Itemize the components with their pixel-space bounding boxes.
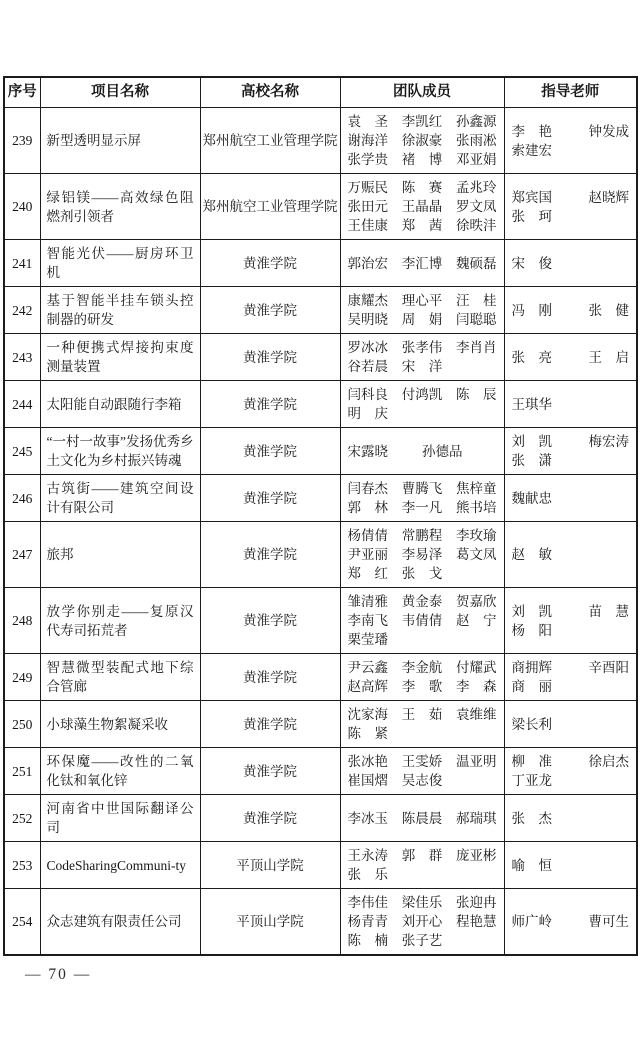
project-name: 河南省中世国际翻译公司 xyxy=(46,801,194,835)
member-name: 王 茹 xyxy=(401,707,443,722)
serial-number: 251 xyxy=(4,748,40,795)
advisors xyxy=(512,602,630,640)
advisor-name: 商拥辉 xyxy=(511,660,552,675)
advisor-name: 梁长利 xyxy=(511,716,552,732)
team-members xyxy=(348,658,497,696)
serial-number: 253 xyxy=(4,842,40,889)
member-name: 李易泽 xyxy=(401,547,443,562)
team-members xyxy=(348,112,497,169)
school-name: 黄淮学院 xyxy=(200,654,340,701)
member-name: 刘开心 xyxy=(401,914,443,929)
member-name: 李肖肖 xyxy=(456,340,497,355)
member-name: 王佳康 xyxy=(347,218,388,233)
award-table xyxy=(3,76,638,956)
member-name: 李凯红 xyxy=(401,114,443,129)
advisor-name: 张 健 xyxy=(588,302,629,318)
member-name: 吴志俊 xyxy=(401,773,443,788)
advisor-name: 喻 恒 xyxy=(511,857,552,873)
table-row xyxy=(4,522,637,588)
advisor-name: 丁亚龙 xyxy=(511,773,552,788)
column-header-project: 项目名称 xyxy=(40,77,200,108)
member-name: 陈 楠 xyxy=(347,933,388,948)
advisor-name: 师广岭 xyxy=(511,914,552,929)
serial-number: 252 xyxy=(4,795,40,842)
member-name: 谢海洋 xyxy=(347,133,388,148)
member-name: 张冰艳 xyxy=(347,754,388,769)
member-name: 杨青青 xyxy=(347,914,388,929)
table-row xyxy=(4,889,637,956)
member-name: 罗文凤 xyxy=(456,199,497,214)
member-name: 陈 紧 xyxy=(347,726,388,741)
table-row xyxy=(4,842,637,889)
member-name: 康耀杰 xyxy=(347,293,388,308)
member-name: 张 戈 xyxy=(401,566,443,581)
advisors xyxy=(512,912,630,931)
member-name: 郑 红 xyxy=(347,566,388,581)
advisors xyxy=(512,856,630,875)
member-name: 王晶晶 xyxy=(401,199,443,214)
project-name: 一种便携式焊接拘束度测量装置 xyxy=(46,340,194,374)
serial-number: 244 xyxy=(4,381,40,428)
member-name: 程艳慧 xyxy=(456,914,497,929)
serial-number: 239 xyxy=(4,108,40,174)
table-row xyxy=(4,748,637,795)
advisor-name: 徐启杰 xyxy=(588,754,629,769)
member-name: 袁 圣 xyxy=(347,114,388,129)
column-header-advisor: 指导老师 xyxy=(504,77,637,108)
team-members xyxy=(348,254,497,273)
advisors xyxy=(512,809,630,828)
school-name: 平顶山学院 xyxy=(200,842,340,889)
member-name: 王雯娇 xyxy=(401,754,443,769)
member-name: 郝瑞琪 xyxy=(456,810,497,826)
advisors xyxy=(512,489,630,508)
advisor-name: 钟发成 xyxy=(588,123,629,139)
member-name: 庞亚彬 xyxy=(456,848,497,863)
member-name: 李一凡 xyxy=(401,500,443,515)
member-name: 孟兆玲 xyxy=(456,180,497,195)
member-name: 付耀武 xyxy=(456,660,497,675)
project-name: 放学你别走——复原汉代寿司拓荒者 xyxy=(46,603,194,638)
member-name: 张孝伟 xyxy=(401,340,443,355)
member-name: 李 森 xyxy=(456,679,497,694)
member-name: 李冰玉 xyxy=(347,810,388,826)
member-name: 李 歌 xyxy=(401,679,443,694)
member-name: 雏清雅 xyxy=(347,594,388,609)
member-name: 陈 赛 xyxy=(401,180,443,195)
member-name: 温亚明 xyxy=(456,754,497,769)
member-name: 宋露晓 xyxy=(347,443,388,459)
member-name: 韦倩倩 xyxy=(401,613,443,628)
table-row xyxy=(4,174,637,240)
serial-number: 242 xyxy=(4,287,40,334)
member-name: 闫聪聪 xyxy=(456,312,497,327)
column-header-serial: 序号 xyxy=(4,77,40,108)
project-name: 旅邦 xyxy=(46,547,74,562)
member-name: 尹亚丽 xyxy=(347,547,388,562)
page-number: — 70 — xyxy=(25,966,92,983)
team-members xyxy=(348,178,497,235)
member-name: 邓亚娟 xyxy=(456,152,497,167)
serial-number: 240 xyxy=(4,174,40,240)
serial-number: 243 xyxy=(4,334,40,381)
member-name: 李玫瑜 xyxy=(456,528,497,543)
member-name: 万赈民 xyxy=(347,180,388,195)
team-members xyxy=(348,526,497,583)
member-name: 李伟佳 xyxy=(347,895,388,910)
table-row xyxy=(4,701,637,748)
advisor-name: 赵 敏 xyxy=(511,547,552,562)
advisor-name: 曹可生 xyxy=(588,914,629,929)
school-name: 黄淮学院 xyxy=(200,588,340,654)
serial-number: 246 xyxy=(4,475,40,522)
member-name: 郭 林 xyxy=(347,500,388,515)
team-members xyxy=(348,442,497,461)
member-name: 张子艺 xyxy=(401,933,443,948)
school-name: 黄淮学院 xyxy=(200,475,340,522)
table-row xyxy=(4,654,637,701)
advisor-name: 张 亮 xyxy=(511,349,552,365)
table-row xyxy=(4,240,637,287)
serial-number: 241 xyxy=(4,240,40,287)
serial-number: 254 xyxy=(4,889,40,956)
project-name: 基于智能半挂车锁头控制器的研发 xyxy=(46,293,194,327)
team-members xyxy=(348,846,497,884)
project-name: “一村一故事”发扬优秀乡土文化为乡村振兴铸魂 xyxy=(46,434,194,468)
member-name: 谷若晨 xyxy=(347,359,388,374)
advisor-name: 刘 凯 xyxy=(511,603,552,619)
school-name: 黄淮学院 xyxy=(200,701,340,748)
member-name: 郭治宏 xyxy=(347,255,388,271)
member-name: 沈家海 xyxy=(347,707,388,722)
project-name: 新型透明显示屏 xyxy=(46,133,141,148)
column-header-team: 团队成员 xyxy=(340,77,504,108)
member-name: 赵 宁 xyxy=(456,613,497,628)
advisor-name: 刘 凯 xyxy=(511,434,552,449)
school-name: 郑州航空工业管理学院 xyxy=(200,108,340,174)
member-name: 魏硕磊 xyxy=(456,255,497,271)
member-name: 褚 博 xyxy=(401,152,443,167)
member-name: 袁维维 xyxy=(456,707,497,722)
advisors xyxy=(512,301,630,320)
column-header-school: 高校名称 xyxy=(200,77,340,108)
advisors xyxy=(512,188,630,226)
advisor-name: 商 丽 xyxy=(511,679,552,694)
member-name: 徐昳沣 xyxy=(456,218,497,233)
advisors xyxy=(512,715,630,734)
member-name: 贺嘉欣 xyxy=(456,594,497,609)
advisor-name: 李 艳 xyxy=(511,123,552,139)
advisors xyxy=(512,752,630,790)
school-name: 黄淮学院 xyxy=(200,795,340,842)
school-name: 黄淮学院 xyxy=(200,381,340,428)
advisor-name: 赵晓辉 xyxy=(588,189,629,205)
advisor-name: 苗 慧 xyxy=(588,603,629,619)
table-row xyxy=(4,428,637,475)
project-name: 环保魔——改性的二氧化钛和氧化锌 xyxy=(46,754,194,788)
table-row xyxy=(4,287,637,334)
serial-number: 248 xyxy=(4,588,40,654)
member-name: 张学贵 xyxy=(347,152,388,167)
member-name: 崔国熠 xyxy=(347,773,388,788)
advisor-name: 张 珂 xyxy=(511,208,552,224)
member-name: 付鸿凯 xyxy=(401,387,443,402)
table-row xyxy=(4,334,637,381)
team-members xyxy=(348,291,497,329)
table-row xyxy=(4,475,637,522)
table-row xyxy=(4,108,637,174)
advisor-name: 郑宾国 xyxy=(511,189,552,205)
member-name: 闫春杰 xyxy=(347,481,388,496)
member-name: 周 娟 xyxy=(401,312,443,327)
advisor-name: 宋 俊 xyxy=(511,255,552,271)
team-members xyxy=(348,705,497,743)
advisors xyxy=(512,658,630,696)
member-name: 宋 洋 xyxy=(401,359,443,374)
serial-number: 245 xyxy=(4,428,40,475)
project-name: CodeSharingCommuni-ty xyxy=(46,857,186,873)
member-name: 汪 桂 xyxy=(456,293,497,308)
member-name: 曹腾飞 xyxy=(401,481,443,496)
member-name: 闫科良 xyxy=(347,387,388,402)
member-name: 熊书培 xyxy=(456,500,497,515)
member-name: 李金航 xyxy=(401,660,443,675)
member-name: 明 庆 xyxy=(347,406,388,421)
project-name: 智慧微型装配式地下综合管廊 xyxy=(46,660,194,694)
advisor-name: 张 杰 xyxy=(511,810,552,826)
team-members xyxy=(348,479,497,517)
member-name: 梁佳乐 xyxy=(401,895,443,910)
team-members xyxy=(348,385,497,423)
team-members xyxy=(348,592,497,649)
team-members xyxy=(348,338,497,376)
school-name: 黄淮学院 xyxy=(200,240,340,287)
school-name: 黄淮学院 xyxy=(200,748,340,795)
advisors xyxy=(512,122,630,160)
table-row xyxy=(4,795,637,842)
member-name: 徐淑豪 xyxy=(401,133,443,148)
member-name: 张 乐 xyxy=(347,867,388,882)
advisors xyxy=(512,395,630,414)
advisor-name: 王 启 xyxy=(588,349,629,365)
school-name: 黄淮学院 xyxy=(200,522,340,588)
serial-number: 247 xyxy=(4,522,40,588)
advisor-name: 王琪华 xyxy=(511,396,552,412)
member-name: 孙鑫源 xyxy=(456,114,497,129)
project-name: 古筑街——建筑空间设计有限公司 xyxy=(46,481,194,515)
member-name: 葛文凤 xyxy=(456,547,497,562)
project-name: 智能光伏——厨房环卫机 xyxy=(46,246,194,280)
member-name: 吴明晓 xyxy=(347,312,388,327)
team-members xyxy=(348,893,497,950)
serial-number: 249 xyxy=(4,654,40,701)
advisor-name: 冯 刚 xyxy=(511,302,552,318)
member-name: 张田元 xyxy=(347,199,388,214)
advisor-name: 辛酉阳 xyxy=(588,660,629,675)
school-name: 黄淮学院 xyxy=(200,334,340,381)
member-name: 郑 茜 xyxy=(401,218,443,233)
member-name: 李南飞 xyxy=(347,613,388,628)
table-header xyxy=(4,77,637,108)
member-name: 尹云鑫 xyxy=(347,660,388,675)
advisor-name: 杨 阳 xyxy=(511,622,552,638)
advisor-name: 索建宏 xyxy=(511,142,552,158)
member-name: 理心平 xyxy=(401,293,443,308)
advisors xyxy=(512,432,630,470)
member-name: 李汇博 xyxy=(401,255,443,271)
advisor-name: 柳 准 xyxy=(511,754,552,769)
member-name: 常鹏程 xyxy=(401,528,443,543)
advisor-name: 魏献忠 xyxy=(511,490,552,506)
advisors xyxy=(512,545,630,564)
advisors xyxy=(512,348,630,367)
table-row xyxy=(4,381,637,428)
member-name: 赵高辉 xyxy=(347,679,388,694)
table-body xyxy=(4,108,637,956)
team-members xyxy=(348,752,497,790)
advisor-name: 张 潇 xyxy=(511,453,552,468)
advisors xyxy=(512,254,630,273)
member-name: 黄金泰 xyxy=(401,594,443,609)
member-name: 张迎冉 xyxy=(456,895,497,910)
project-name: 众志建筑有限责任公司 xyxy=(46,914,182,929)
school-name: 黄淮学院 xyxy=(200,428,340,475)
advisor-name: 梅宏涛 xyxy=(588,434,629,449)
member-name: 孙德品 xyxy=(422,443,463,459)
member-name: 张雨凇 xyxy=(456,133,497,148)
school-name: 郑州航空工业管理学院 xyxy=(200,174,340,240)
member-name: 罗冰冰 xyxy=(347,340,388,355)
member-name: 杨倩倩 xyxy=(347,528,388,543)
school-name: 黄淮学院 xyxy=(200,287,340,334)
school-name: 平顶山学院 xyxy=(200,889,340,956)
project-name: 太阳能自动跟随行李箱 xyxy=(46,396,182,412)
member-name: 陈 辰 xyxy=(456,387,497,402)
member-name: 栗莹璠 xyxy=(347,632,388,647)
member-name: 郭 群 xyxy=(401,848,443,863)
table-row xyxy=(4,588,637,654)
project-name: 小球藻生物絮凝采收 xyxy=(46,716,168,732)
member-name: 焦梓童 xyxy=(456,481,497,496)
member-name: 王永涛 xyxy=(347,848,388,863)
team-members xyxy=(348,809,497,828)
serial-number: 250 xyxy=(4,701,40,748)
project-name: 绿铝镁——高效绿色阻燃剂引领者 xyxy=(46,189,194,224)
member-name: 陈晨晨 xyxy=(401,810,443,826)
